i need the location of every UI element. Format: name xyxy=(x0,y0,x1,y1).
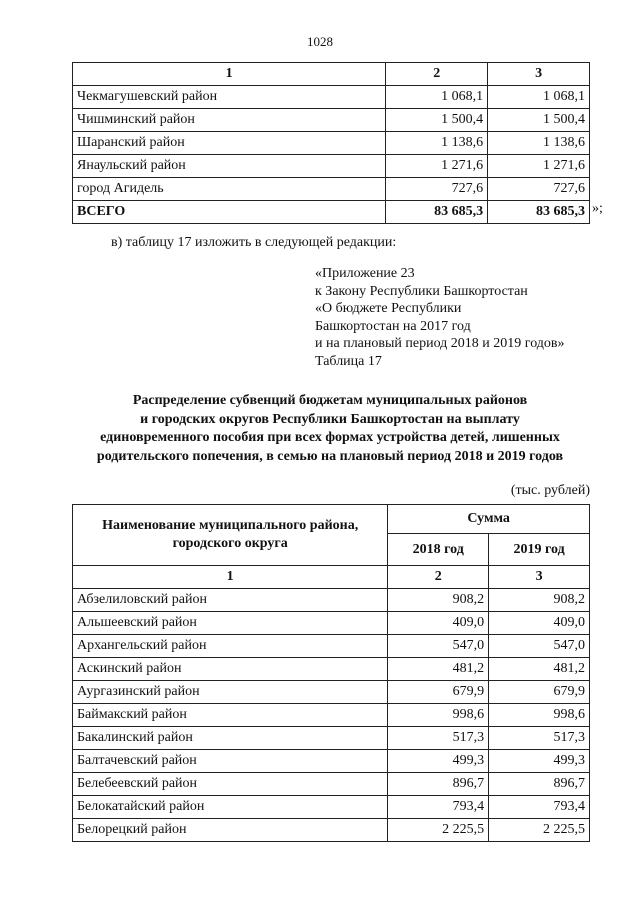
page-number: 1028 xyxy=(307,34,333,49)
total-row xyxy=(73,201,590,224)
amount-value: 1 500,4 xyxy=(488,109,590,132)
amount-2018: 2 225,5 xyxy=(388,819,489,842)
amount-2019: 998,6 xyxy=(489,704,590,727)
amount-2019: 517,3 xyxy=(489,727,590,750)
amount-value: 1 068,1 xyxy=(386,86,488,109)
amount-2019: 908,2 xyxy=(489,589,590,612)
district-name: Балтачевский район xyxy=(73,750,388,773)
district-name: Баймакский район xyxy=(73,704,388,727)
table-row xyxy=(73,750,590,773)
district-name: Белебеевский район xyxy=(73,773,388,796)
appendix-line: «О бюджете Республики xyxy=(315,301,462,316)
column-index: 3 xyxy=(489,566,590,589)
column-index: 1 xyxy=(73,63,386,86)
table-row xyxy=(73,589,590,612)
total-value: 83 685,3 xyxy=(488,201,590,224)
amount-2019: 499,3 xyxy=(489,750,590,773)
district-name: Аскинский район xyxy=(73,658,388,681)
appendix-line: Таблица 17 xyxy=(315,353,382,369)
table-index-row xyxy=(73,566,590,589)
amount-2018: 896,7 xyxy=(388,773,489,796)
table-row xyxy=(73,681,590,704)
amount-value: 1 138,6 xyxy=(488,132,590,155)
amount-2018: 517,3 xyxy=(388,727,489,750)
table-row xyxy=(73,132,590,155)
amount-value: 1 271,6 xyxy=(488,155,590,178)
amount-value: 1 068,1 xyxy=(488,86,590,109)
column-header-name: Наименование муниципального района, городского округа xyxy=(73,505,388,566)
table-row xyxy=(73,612,590,635)
district-name: Бакалинский район xyxy=(73,727,388,750)
column-header-sum: Сумма xyxy=(388,505,590,534)
district-name: Чекмагушевский район xyxy=(73,86,386,109)
amount-2018: 793,4 xyxy=(388,796,489,819)
district-name: Белокатайский район xyxy=(73,796,388,819)
appendix-line: «Приложение 23 xyxy=(315,266,415,281)
table-row xyxy=(73,155,590,178)
title-line: и городских округов Республики Башкортостан на выплату xyxy=(140,411,520,427)
table-continuation xyxy=(72,62,590,224)
amount-value: 727,6 xyxy=(386,178,488,201)
amount-2018: 679,9 xyxy=(388,681,489,704)
table-header-row xyxy=(73,505,590,534)
table-row xyxy=(73,109,590,132)
appendix-line: Башкортостан на 2017 год xyxy=(315,318,471,334)
appendix-line: и на плановый период 2018 и 2019 годов» xyxy=(315,336,565,351)
total-value: 83 685,3 xyxy=(386,201,488,224)
amount-2019: 793,4 xyxy=(489,796,590,819)
district-name: город Агидель xyxy=(73,178,386,201)
table-row xyxy=(73,727,590,750)
district-name: Шаранский район xyxy=(73,132,386,155)
amount-2018: 481,2 xyxy=(388,658,489,681)
amount-2019: 896,7 xyxy=(489,773,590,796)
appendix-line: к Закону Республики Башкортостан xyxy=(315,283,528,299)
amount-2018: 908,2 xyxy=(388,589,489,612)
amount-2019: 679,9 xyxy=(489,681,590,704)
table-row xyxy=(73,819,590,842)
amount-value: 727,6 xyxy=(488,178,590,201)
table-title xyxy=(70,392,590,466)
closing-quote: »; xyxy=(592,201,603,216)
amount-2018: 998,6 xyxy=(388,704,489,727)
district-name: Чишминский район xyxy=(73,109,386,132)
title-line: родительского попечения, в семью на плановый период 2018 и 2019 годов xyxy=(96,448,564,464)
table-row xyxy=(73,635,590,658)
title-line: Распределение субвенций бюджетам муниципальных районов xyxy=(132,393,528,408)
table-row xyxy=(73,704,590,727)
amount-value: 1 271,6 xyxy=(386,155,488,178)
column-index: 2 xyxy=(386,63,488,86)
column-index: 3 xyxy=(488,63,590,86)
amount-value: 1 138,6 xyxy=(386,132,488,155)
title-line: единовременного пособия при всех формах устройства детей, лишенных xyxy=(100,430,560,445)
column-index: 2 xyxy=(388,566,489,589)
units-label: (тыс. рублей) xyxy=(510,483,590,498)
amount-2018: 547,0 xyxy=(388,635,489,658)
appendix-reference xyxy=(315,265,565,370)
district-name: Белорецкий район xyxy=(73,819,388,842)
amount-2019: 409,0 xyxy=(489,612,590,635)
amount-2019: 547,0 xyxy=(489,635,590,658)
column-header-2018: 2018 год xyxy=(388,534,489,566)
column-index: 1 xyxy=(73,566,388,589)
table-header-row xyxy=(73,63,590,86)
total-label: ВСЕГО xyxy=(73,201,386,224)
table-row xyxy=(73,773,590,796)
district-name: Аургазинский район xyxy=(73,681,388,704)
table-row xyxy=(73,796,590,819)
table-row xyxy=(73,658,590,681)
district-name: Альшеевский район xyxy=(73,612,388,635)
district-name: Янаульский район xyxy=(73,155,386,178)
amount-value: 1 500,4 xyxy=(386,109,488,132)
amount-2019: 2 225,5 xyxy=(489,819,590,842)
subsidy-table xyxy=(72,504,590,842)
district-name: Архангельский район xyxy=(73,635,388,658)
column-header-2019: 2019 год xyxy=(489,534,590,566)
amount-2018: 499,3 xyxy=(388,750,489,773)
table-row xyxy=(73,178,590,201)
table-row xyxy=(73,86,590,109)
instruction-text: в) таблицу 17 изложить в следующей редакции: xyxy=(111,235,397,250)
district-name: Абзелиловский район xyxy=(73,589,388,612)
amount-2019: 481,2 xyxy=(489,658,590,681)
amount-2018: 409,0 xyxy=(388,612,489,635)
